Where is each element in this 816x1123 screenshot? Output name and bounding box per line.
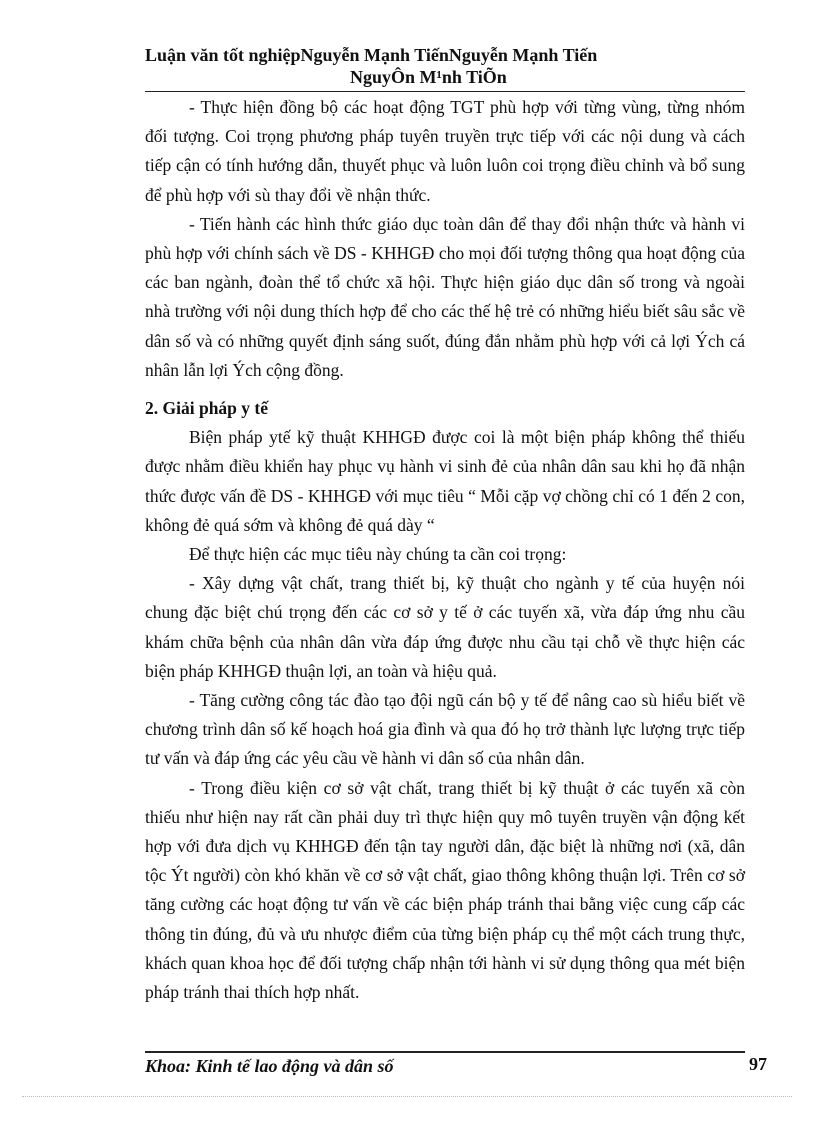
document-body [145, 93, 745, 1007]
paragraph-health-technical-measures: Biện pháp ytế kỹ thuật KHHGĐ được coi là một biện pháp không thể thiếu được nhằm điều khiển hay phục vụ hành vi sinh đẻ của nhân dân sau khi họ đã nhận thức được vấn đề DS - KHHGĐ với mục tiêu “ Mỗi cặp vợ chồng chỉ có 1 đến 2 con, không đẻ quá sớm và không đẻ quá dày “ [145, 427, 745, 535]
paragraph-infrastructure: - Xây dựng vật chất, trang thiết bị, kỹ thuật cho ngành y tế của huyện nói chung đặc biệt chú trọng đến các cơ sở y tế ở các tuyến xã, vừa đáp ứng nhu cầu khám chữa bệnh của nhân dân vừa đáp ứng được nhu cầu tại chỗ về thực hiện các biện pháp KHHGĐ thuận lợi, an toàn và hiệu quả. [145, 573, 745, 681]
paragraph-staff-training: - Tăng cường công tác đào tạo đội ngũ cán bộ y tế để nâng cao sù hiểu biết về chương trình dân số kế hoạch hoá gia đình và qua đó họ trở thành lực lượng trực tiếp tư vấn và đáp ứng các yêu cầu về hành vi dân số của nhân dân. [145, 690, 745, 769]
paragraph-communication-activities: - Thực hiện đồng bộ các hoạt động TGT phù hợp với từng vùng, từng nhóm đối tượng. Coi trọng phương pháp tuyên truyền trực tiếp với các nội dung và cách tiếp cận có tính hướng dẫn, thuyết phục và luôn luôn coi trọng điều chỉnh và bổ sung để phù hợp với sù thay đổi về nhận thức. [145, 97, 745, 205]
paragraph-objectives-intro: Để thực hiện các mục tiêu này chúng ta cần coi trọng: [189, 544, 567, 565]
header-title-line1: Luận văn tốt nghiệpNguyễn Mạnh TiếnNguyễn Mạnh Tiến [145, 45, 598, 65]
paragraph-service-delivery: - Trong điều kiện cơ sở vật chất, trang thiết bị kỹ thuật ở các tuyến xã còn thiếu như hiện nay rất cần phải duy trì thực hiện quy mô tuyên truyền vận động kết hợp với đưa dịch vụ KHHGĐ đến tận tay người dân, đặc biệt là những nơi (xã, dân tộc Ýt người) còn khó khăn về cơ sở vật chất, giao thông không thuận lợi. Trên cơ sở tăng cường các hoạt động tư vấn về các biện pháp tránh thai bằng việc cung cấp các thông tin đúng, đủ và ưu nhược điểm của từng biện pháp cụ thể một cách trung thực, khách quan khoa học để đối tượng chấp nhận tới hành vi sử dụng thông qua mét biện pháp tránh thai thích hợp nhất. [145, 777, 745, 1003]
footer-divider [145, 1051, 745, 1053]
header-divider [145, 91, 745, 92]
section-heading-health-solution: 2. Giải pháp y tế [145, 398, 269, 419]
paragraph-population-education: - Tiến hành các hình thức giáo dục toàn dân để thay đổi nhận thức và hành vi phù hợp với chính sách về DS - KHHGĐ cho mọi đối tượng thông qua hoạt động của các ban ngành, đoàn thể tổ chức xã hội. Thực hiện giáo dục dân số trong và ngoài nhà trường với nội dung thích hợp để cho các thế hệ trẻ có những hiểu biết sâu sắc về dân số và có những quyết định sáng suốt, đúng đắn nhằm phù hợp với cả lợi Ých cá nhân lẫn lợi Ých cộng đồng. [145, 213, 745, 380]
page-number: 97 [749, 1054, 767, 1074]
page-header [145, 44, 745, 88]
page-bottom-dotted-line [22, 1096, 792, 1097]
footer-faculty: Khoa: Kinh tế lao động và dân số [145, 1056, 394, 1076]
header-title-line2: NguyÔn M¹nh TiÕn [350, 67, 507, 87]
